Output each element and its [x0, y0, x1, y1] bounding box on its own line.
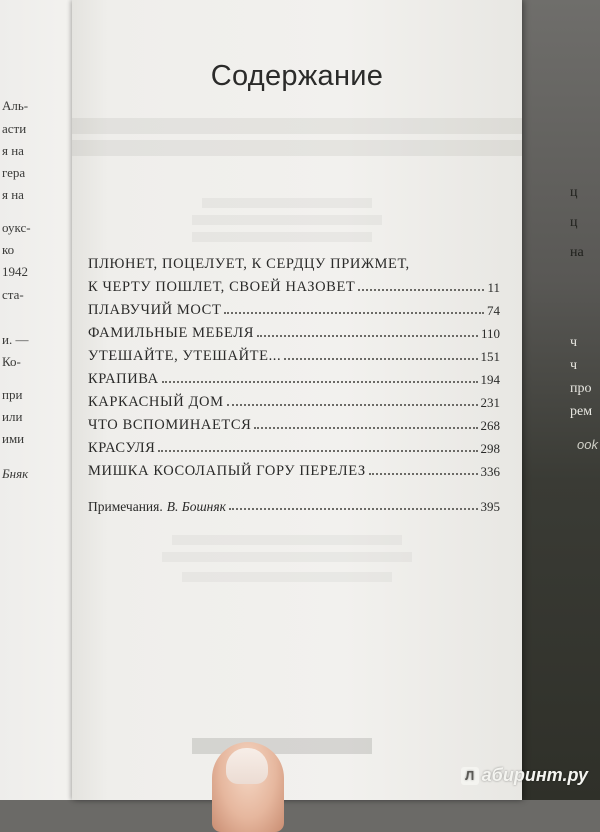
dot-leader: [369, 473, 478, 475]
left-text-fragment: Бняк: [2, 466, 29, 481]
left-text-fragment: герa: [2, 165, 26, 180]
page-title: Содержание: [210, 60, 384, 92]
left-text-fragment: или: [2, 409, 23, 424]
toc-page-number: 298: [480, 441, 500, 456]
toc-page-number: 11: [487, 280, 500, 295]
toc-entry: [88, 388, 500, 411]
show-through-text: [182, 572, 392, 582]
right-text-fragment: ч: [570, 358, 578, 373]
toc-page-number: 336: [480, 464, 500, 479]
dot-leader: [224, 312, 484, 314]
toc-page-number: 74: [487, 303, 500, 318]
toc-entry: [88, 296, 500, 319]
toc-entry: [88, 365, 500, 388]
right-page-edge: [520, 0, 600, 800]
left-text-fragment: асти: [2, 121, 27, 136]
left-text-fragment: при: [2, 387, 23, 402]
notes-label: Примечания.: [88, 499, 163, 514]
right-text-fragment: ц: [570, 215, 578, 230]
toc-page-number: 110: [480, 326, 500, 341]
toc-entry-title: ПЛЮНЕТ, ПОЦЕЛУЕТ, К СЕРДЦУ ПРИЖМЕТ,: [88, 256, 410, 272]
toc-entry-title: КРАПИВА: [88, 371, 159, 387]
toc-page-number: 194: [480, 372, 500, 387]
right-text-fragment: рем: [570, 404, 593, 419]
toc-entry: [88, 319, 500, 342]
show-through-text: [192, 215, 382, 225]
show-through-text: [162, 552, 412, 562]
left-text-fragment: ими: [2, 431, 25, 446]
toc-entry-title: КАРКАСНЫЙ ДОМ: [88, 394, 224, 410]
right-text-fragment: ч: [570, 335, 578, 350]
toc-page-number: 151: [480, 349, 500, 364]
toc-entry-title: ЧТО ВСПОМИНАЕТСЯ: [88, 417, 252, 433]
toc-entry: [88, 273, 500, 296]
dot-leader: [257, 335, 478, 337]
fingernail: [226, 748, 268, 784]
right-text-fragment: ц: [570, 185, 578, 200]
left-text-fragment: 1942: [2, 264, 28, 279]
dot-leader: [158, 450, 477, 452]
toc-entry-title: МИШКА КОСОЛАПЫЙ ГОРУ ПЕРЕЛЕЗ: [88, 463, 366, 479]
toc-entry: [88, 253, 500, 273]
left-text-fragment: ста-: [2, 287, 24, 302]
toc-entry-title: ПЛАВУЧИЙ МОСТ: [88, 302, 222, 318]
notes-author: В. Бошняк: [166, 499, 226, 514]
toc-entry-title: КРАСУЛЯ: [88, 440, 156, 456]
toc-page-number: 395: [480, 499, 500, 514]
show-through-text: [192, 738, 372, 754]
toc-entry: [88, 434, 500, 457]
dot-leader: [229, 508, 478, 510]
show-through-text: [72, 140, 522, 156]
book-page: [72, 0, 522, 800]
right-book-word: ook: [577, 437, 598, 452]
left-text-fragment: ко: [2, 242, 15, 257]
dot-leader: [358, 289, 484, 291]
table-of-contents: [88, 253, 500, 515]
show-through-text: [202, 198, 372, 208]
toc-entry-title: ФАМИЛЬНЫЕ МЕБЕЛЯ: [88, 325, 254, 341]
dot-leader: [227, 404, 478, 406]
toc-entry-title: УТЕШАЙТЕ, УТЕШАЙТЕ...: [88, 348, 282, 364]
dot-leader: [162, 381, 478, 383]
left-text-fragment: я на: [2, 143, 24, 158]
show-through-text: [192, 232, 372, 242]
dot-leader: [254, 427, 477, 429]
labirint-logo-icon: Л: [461, 767, 479, 785]
show-through-text: [172, 535, 402, 545]
toc-entry-title: К ЧЕРТУ ПОШЛЕТ, СВОЕЙ НАЗОВЕТ: [88, 279, 356, 295]
watermark-text: абиринт.ру: [481, 765, 588, 785]
left-text-fragment: Аль-: [2, 98, 29, 113]
toc-page-number: 268: [480, 418, 500, 433]
toc-entry: [88, 457, 500, 480]
finger-holding-page: [212, 742, 284, 832]
toc-page-number: 231: [480, 395, 500, 410]
left-text-fragment: Ко-: [2, 354, 21, 369]
toc-notes-entry: [88, 492, 500, 515]
toc-entry: [88, 342, 500, 365]
left-text-fragment: и. —: [2, 332, 29, 347]
show-through-text: [72, 118, 522, 134]
toc-entry: [88, 411, 500, 434]
left-text-fragment: я на: [2, 187, 24, 202]
right-text-fragment: про: [570, 381, 592, 396]
watermark: [461, 765, 588, 786]
dot-leader: [284, 358, 477, 360]
right-text-fragment: на: [570, 245, 584, 260]
left-text-fragment: оукс-: [2, 220, 31, 235]
